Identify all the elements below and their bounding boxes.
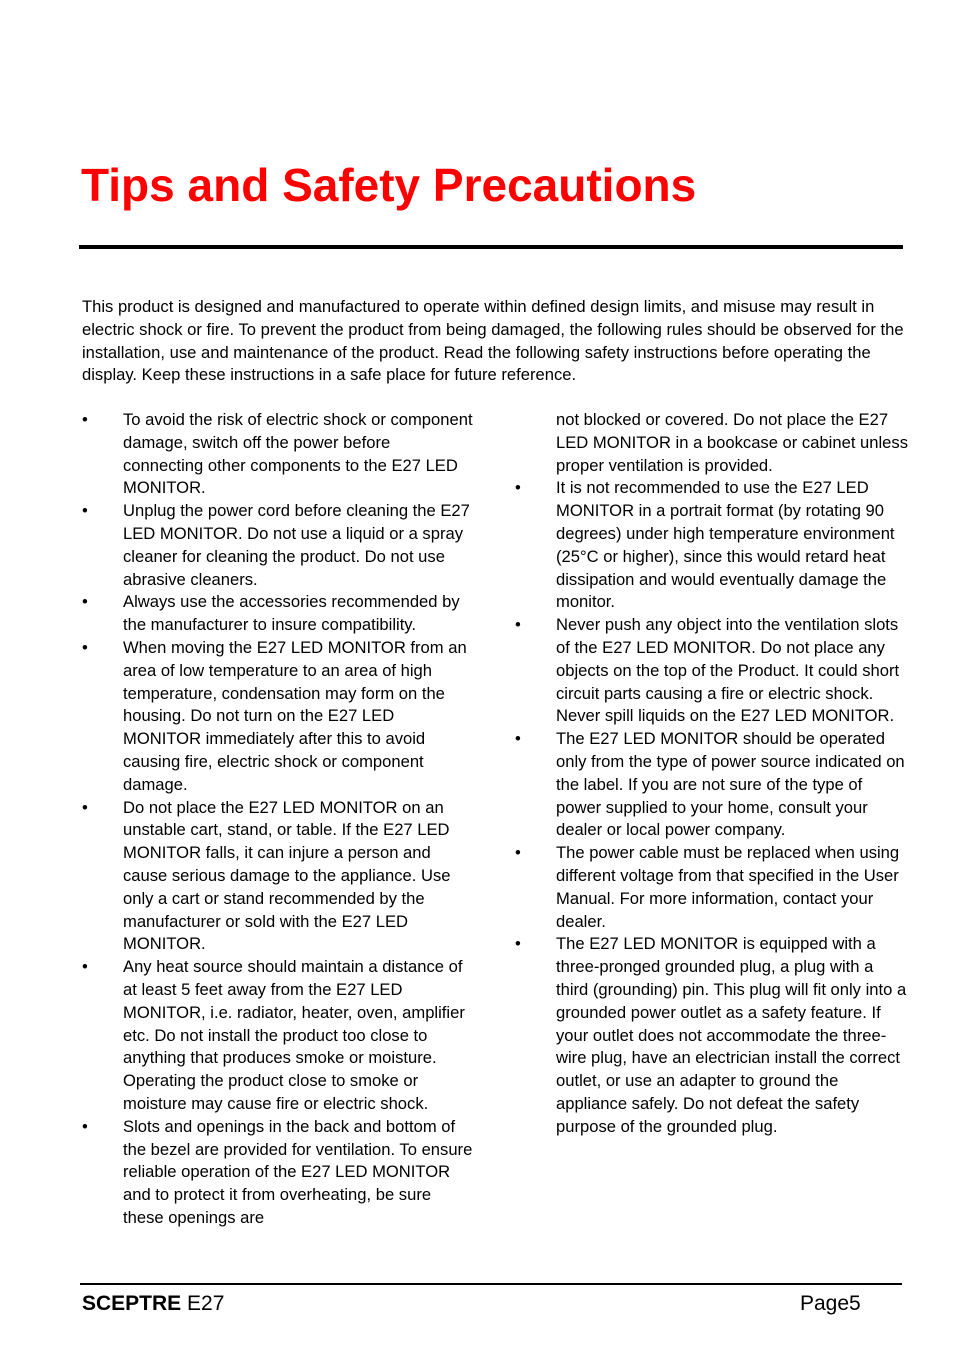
list-item xyxy=(82,500,474,591)
list-item-text: To avoid the risk of electric shock or component damage, switch off the power before connecting other components to the E27 LED MONITOR. xyxy=(123,410,473,498)
list-item-text: Always use the accessories recommended by the manufacturer to insure compatibility. xyxy=(123,592,460,635)
list-item xyxy=(515,842,910,933)
list-item xyxy=(82,409,474,500)
list-item xyxy=(82,956,474,1116)
list-item-text: Any heat source should maintain a distance of at least 5 feet away from the E27 LED MONITOR, i.e. radiator, heater, oven, amplifier etc. Do not install the product too close to anything that produces smoke or moisture. Operating the product close to smoke or moisture may cause fire or electric shock. xyxy=(123,957,465,1113)
safety-list-left xyxy=(82,409,474,1230)
list-item xyxy=(515,933,910,1138)
list-item-text: Do not place the E27 LED MONITOR on an unstable cart, stand, or table. If the E27 LED MONITOR falls, it can injure a person and cause serious damage to the appliance. Use only a cart or stand recommended by the manufacturer or sold with the E27 LED MONITOR. xyxy=(123,797,451,954)
bullet-icon: • xyxy=(515,843,521,863)
title-divider xyxy=(79,245,903,249)
footer-model: E27 xyxy=(181,1292,225,1315)
bullet-icon: • xyxy=(515,729,521,749)
list-item-text: When moving the E27 LED MONITOR from an area of low temperature to an area of high temperature, condensation may form on the housing. Do not turn on the E27 LED MONITOR immediately after this to avoid causing fire, electric shock or component damage. xyxy=(123,637,467,794)
page-number: Page5 xyxy=(800,1292,861,1315)
footer-brand: SCEPTRE xyxy=(82,1292,182,1315)
bullet-icon: • xyxy=(515,615,521,635)
safety-list-right xyxy=(515,409,910,1139)
list-item xyxy=(82,591,474,637)
list-item-text: The E27 LED MONITOR is equipped with a three-pronged grounded plug, a plug with a third (grounding) pin. This plug will fit only into a grounded power outlet as a safety feature. If your outlet does not accommodate the three-wire plug, have an electrician install the correct outlet, or use an adapter to ground the appliance safely. Do not defeat the safety purpose of the grounded plug. xyxy=(556,934,907,1136)
bullet-icon: • xyxy=(82,501,88,521)
bullet-icon: • xyxy=(82,957,88,977)
list-item-text: Slots and openings in the back and bottom of the bezel are provided for ventilation. To ensure reliable operation of the E27 LED MONITOR and to protect it from overheating, be sure these openings are xyxy=(123,1116,473,1227)
bullet-icon: • xyxy=(82,410,88,429)
list-item xyxy=(515,728,910,842)
list-item-text: The power cable must be replaced when using different voltage from that specified in the User Manual. For more information, contact your dealer. xyxy=(556,843,900,931)
bullet-icon: • xyxy=(82,797,88,817)
list-item xyxy=(82,1116,474,1230)
list-item xyxy=(82,797,474,957)
bullet-icon: • xyxy=(82,1116,88,1136)
list-item-text: not blocked or covered. Do not place the E27 LED MONITOR in a bookcase or cabinet unless proper ventilation is provided. xyxy=(556,410,909,475)
bullet-icon: • xyxy=(82,637,88,657)
footer-product xyxy=(82,1291,224,1317)
list-item xyxy=(82,637,474,797)
list-item-text: Unplug the power cord before cleaning the E27 LED MONITOR. Do not use a liquid or a spray cleaner for cleaning the product. Do not use abrasive cleaners. xyxy=(123,501,470,589)
list-item-text: It is not recommended to use the E27 LED MONITOR in a portrait format (by rotating 90 degrees) under high temperature environment (25°C or higher), since this would retard heat dissipation and would eventually damage the monitor. xyxy=(556,478,895,612)
footer-divider xyxy=(80,1283,902,1285)
page-title: Tips and Safety Precautions xyxy=(81,159,697,211)
bullet-icon: • xyxy=(82,592,88,612)
list-item-text: The E27 LED MONITOR should be operated only from the type of power source indicated on the label. If you are not sure of the type of power supplied to your home, consult your dealer or local power company. xyxy=(556,729,905,840)
bullet-icon: • xyxy=(515,478,521,498)
bullet-icon: • xyxy=(515,934,521,954)
intro-paragraph: This product is designed and manufactured to operate within defined design limits, and misuse may result in electric shock or fire. To prevent the product from being damaged, the following rules should be observed for the installation, use and maintenance of the product. Read the following safety instructions before operating the display. Keep these instructions in a safe place for future reference. xyxy=(82,297,904,385)
list-item-continuation xyxy=(515,409,910,477)
list-item xyxy=(515,614,910,728)
list-item-text: Never push any object into the ventilation slots of the E27 LED MONITOR. Do not place any objects on the top of the Product. It could short circuit parts causing a fire or electric shock. Never spill liquids on the E27 LED MONITOR. xyxy=(556,615,900,726)
list-item xyxy=(515,477,910,614)
